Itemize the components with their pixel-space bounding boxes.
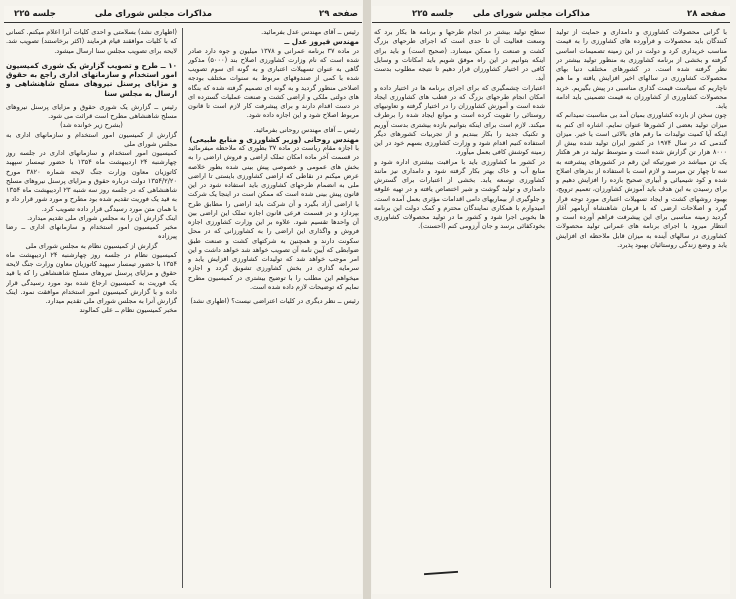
paragraph: مخبر کمیسیون نظام ــ علی کمالوند (79, 306, 177, 315)
paragraph: سطح تولید بیشتر در انجام طرحها و برنامه ها بکار برد که وسعت فعالیت آن تا حدی است که اجرای طرحهای بزرگ کشت و صنعت را ممکن میسازد. (صحیح است) و باید برای اینکه بتوانیم در این راه موفق شویم باید امکانات و وسایل کافی در اختیار کشاورزان قرار دهیم تا نتیجه مطلوب بدست آید. (374, 28, 545, 83)
paragraph: کمیسیون امور استخدام و سازمانهای اداری در جلسه روز چهارشنبه ۲۴ اردیبهشت ماه ۱۳۵۴ با حضور تیمسار سپهبد کاتوزیان معاون وزارت جنگ لایحه شماره ۳۸۲۰ مورخ ۱۳۵۴/۲/۲۰ دولت درباره حقوق و مزایای پرسنل نیروهای مسلح شاهنشاهی که در جلسه روز سه شنبه ۲۳ اردیبهشت ماه ۱۳۵۴ به قید یک فوریت تقدیم شده بود مطرح و مورد شور قرار داد و با همان متن مورد رسیدگی قرار داده تصویب کرد. (6, 149, 177, 213)
paragraph: مخبر کمیسیون امور استخدام و سازمانهای اداری ــ رضا پیرزاده (6, 223, 177, 241)
paragraph: گزارش از کمیسیون امور استخدام و سازمانهای اداری به مجلس شورای ملی (6, 130, 177, 148)
paragraph: (بشرح زیر خوانده شد) (60, 121, 123, 130)
paragraph: رئیس ــ گزارش یک شوری حقوق و مزایای پرسنل نیروهای مسلح شاهنشاهی مطرح است قرائت می شود. (6, 102, 177, 120)
section-heading: ۱۰ ــ طرح و تصویب گزارش یک شوری کمیسیون امور استخدام و سازمانهای اداری راجع به حقوق و مزایای پرسنل نیروهای مسلح شاهنشاهی و ارسال به مجلس سنا (6, 60, 177, 98)
column-divider (182, 28, 183, 588)
paragraph: اعتبارات چشمگیری که برای اجرای برنامه ها در اختیار داده و امکان انجام طرحهای بزرگ که در قطب های کشاورزی ایجاد شده است و آموزش کشاورزان را در اختیار گرفته و تعاونیهای روستائی را تقویت کرده است و موانع ایجاد شده را برطرف میکند. لازم است برای اینکه بتوانیم بازده بیشتری بدست آوریم و تکنیک جدید را بکار ببندیم و از تجربیات کشورهای دیگر استفاده کنیم اقدام شود و وزارت کشاورزی بسهم خود در این زمینه کوشش کافی بعمل میآورد. (374, 83, 545, 157)
column-divider (550, 28, 551, 588)
right-page-header (372, 6, 730, 23)
paragraph: (اظهاری نشد) بسلامتی و احدی کلیات آنرا اعلام میکنم. کسانی که با کلیات موافقند قیام فرمایند (اکثر برخاستند) تصویب شد. لایحه برای تصویب مجلس سنا ارسال میشود. (6, 28, 177, 55)
paragraph: در کشور ما کشاورزی باید با مراقبت بیشتری اداره شود و منابع آب و خاک بهتر بکار گرفته شود و دامداری نیز مانند کشاورزی توسعه یابد. بخشی از اعتبارات برای گسترش دامداری و تولید گوشت و شیر اختصاص یافته و در تهیه علوفه و جلوگیری از بیماریهای دامی اقدامات مؤثری بعمل آمده است. امیدوارم با همکاری نمایندگان محترم و کمک دولت این برنامه ها بخوبی اجرا شود و کشور ما در تولید محصولات کشاورزی بخودکفائی برسد و جان آرزومی کنم (احسنت). (374, 157, 545, 231)
paragraph: چون سخن از بازده کشاورزی بمیان آمد بی مناسبت نمیدانم که میزان تولید بعضی از کشورها عنوان نمایم. اشاره ای کنم به اینکه آیا کمیت تولیدات ما رقم های بالائی است یا خیر. میزان گندمی که در سال ۱۹۷۴ در کشور ایران تولید شده بیش از ۸۰۰۰ هزار تن گزارش شده است و متوسط تولید در هر هکتار یک تن میباشد در صورتیکه این رقم در کشورهای پیشرفته به سه تا چهار تن میرسد و لازم است با استفاده از بذرهای اصلاح شده و کود شیمیائی و آبیاری صحیح بازده را افزایش دهیم و برای رسیدن به این هدف باید آموزش کشاورزان، تعمیم ترویج، بهبود روشهای کشت و ایجاد تسهیلات اعتباری مورد توجه قرار گیرد و اصلاحات ارضی که با فرمان شاهنشاه آریامهر آغاز گردید زمینه مناسبی برای این پیشرفت فراهم آورده است و انتظار میرود با اجرای برنامه های عمرانی تولید محصولات کشاورزی در سالهای آینده به میزان قابل ملاحظه ای افزایش یابد و وضع زندگی روستائیان بهبود پذیرد. (556, 111, 727, 249)
page-number: صفحه ۲۸ (687, 9, 726, 19)
publication-title: مذاکرات مجلس شورای ملی (472, 9, 590, 19)
left-page-column-left (6, 28, 177, 590)
left-page-column-right (188, 28, 359, 590)
right-page-column-right (556, 28, 727, 590)
book-gutter (363, 0, 371, 599)
session-number: جلسه ۲۲۵ (14, 9, 56, 19)
paragraph: کمیسیون نظام در جلسه روز چهارشنبه ۲۴ اردیبهشت ماه ۱۳۵۴ با حضور تیمسار سپهبد کاتوزیان معاون وزارت جنگ لایحه حقوق و مزایای پرسنل نیروهای مسلح شاهنشاهی را که با قید یک فوریت به کمیسیون ارجاع شده بود مورد رسیدگی قرار داده و با گزارش کمیسیون امور استخدام موافقت نمود. اینک گزارش آنرا به مجلس شورای ملی تقدیم میدارد. (6, 250, 177, 305)
right-page (372, 6, 730, 594)
session-number: جلسه ۲۲۵ (412, 9, 454, 19)
left-page-header (4, 6, 362, 23)
publication-title: مذاکرات مجلس شورای ملی (94, 9, 212, 19)
paragraph: با اجازه مقام ریاست در ماده ۳۷ بطوری که ملاحظه میفرمائید در قسمت آخر ماده امکان تملک اراضی و فروش اراضی را به بخش های عمومی و خصوصی پیش بینی شده بطور خلاصه عرض میکنم در نقاطی که اراضی کشاورزی بایستی تا اراضی ملی به انضمام طرحهای کشاورزی باید استفاده شود در این قانون پیش بینی شده است که ممکن است در اینجا یک شرکت یا اراضی آزاد بگیرد و آن شرکت باید اراضی را مطابق طرح بپردازد و در قسمت فرعی قانون اجازه تملک این اراضی بین آن واحدها تقسیم شود. علاوه بر این وزارت کشاورزی اجازه فروش و واگذاری این اراضی را به کشاورزانی که در محل سکونت دارند و همچنین به شرکتهای کشت و صنعت طبق ضوابطی که آیین نامه آن تصویب خواهد شد خواهد داشت و این امر موجب خواهد شد که تولیدات کشاورزی افزایش یابد و سرمایه گذاری در بخش کشاورزی تشویق گردد و اجازه میخواهم این مطلب را با توضیح بیشتری در کمیسیون مطرح نمایم که توضیحات لازم داده شده است. (188, 144, 359, 291)
left-page (4, 6, 362, 594)
page-number: صفحه ۲۹ (319, 9, 358, 19)
paragraph: با گرانی محصولات کشاورزی و دامداری و حمایت از تولید کنندگان باید محصولات و فرآورده های کشاورزی را به قیمت مناسب خریداری کرد و دولت در این زمینه تصمیمات اساسی گرفته و بخشی از برنامه کشاورزی به منظور تولید بیشتر در نظر گرفته شده است. در کشورهای مختلف دنیا بهای محصولات کشاورزی در سالهای اخیر افزایش یافته و ما هم ناچاریم که سیاست قیمت گذاری مناسبی در پیش بگیریم. خرید محصولات کشاورزی از کشاورزان به قیمت تضمینی باید ادامه یابد. (556, 28, 727, 110)
paragraph: در ماده ۳۷ برنامه عمرانی و ۱۳۷۸ میلیون و جوه دارد صادر شده است که نام وزارت کشاورزی اصلاح بند (۵۰۰۰) مذکور گاهی به عنوان تسهیلات اعتباری و به گونه ای سوم تصویب شده با کمی از صندوقهای مربوط به سنوات مختلف بودجه اصلاحی منظور گردید و به گونه ای تصمیم گرفته شده که بنگاه های دولتی ملکی و اراضی کشت و صنعت عملیات گسترده ای در دست اقدام دارند و برای پیشرفت کار لازم است تا قانون مربوط اصلاح شود و این اجازه داده شود. (188, 46, 359, 120)
paragraph: رئیس ــ نظر دیگری در کلیات اعتراضی نیست؟ (اظهاری نشد) (190, 297, 359, 305)
paragraph: اینک گزارش آن را به مجلس شورای ملی تقدیم میدارد. (27, 213, 177, 222)
paragraph: رئیس ــ آقای مهندس عدل بفرمائید. (261, 28, 359, 36)
paragraph: رئیس ــ آقای مهندس روحانی بفرمائید. (253, 125, 359, 134)
paragraph: گزارش از کمیسیون نظام به مجلس شورای ملی (25, 241, 158, 250)
right-page-column-left (374, 28, 545, 590)
section-heading: مهندس روحانی (وزیر کشاورزی و منابع طبیعی) (189, 134, 359, 144)
section-heading: مهندس فیروز عدل ــ (284, 37, 359, 47)
